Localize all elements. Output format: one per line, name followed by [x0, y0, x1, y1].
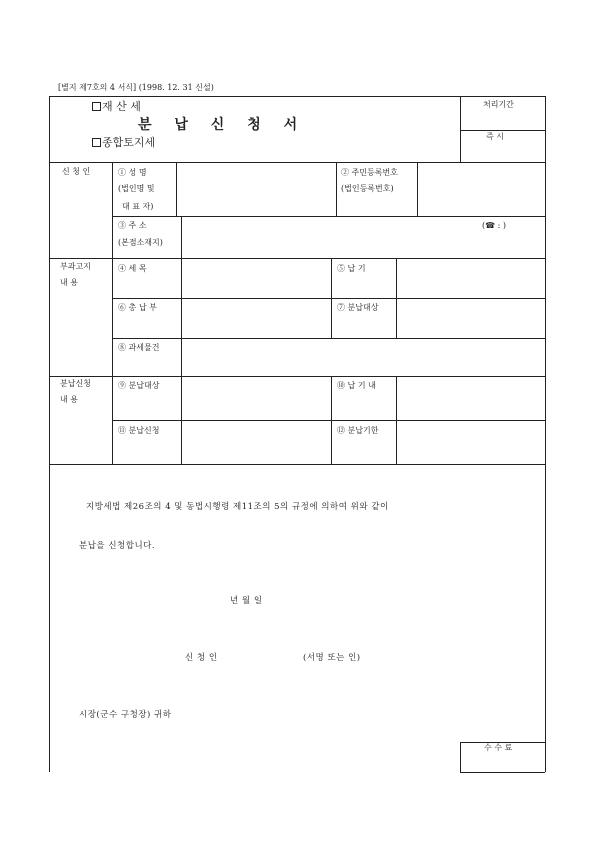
address-label: ③ 주 소	[118, 221, 147, 230]
applicant-row-divider	[112, 216, 545, 217]
signer-label: 신 청 인	[185, 653, 218, 663]
form-title: 분 납 신 청 서	[138, 117, 307, 133]
installment-deadline-label: ⑫ 분납기한	[337, 426, 379, 435]
installment-target-request-field[interactable]	[183, 378, 329, 418]
addr-label-divider	[181, 216, 182, 258]
phone-field-label: (☎ : )	[482, 221, 506, 230]
checkbox[interactable]	[92, 102, 101, 111]
signature-note: (서명 또는 인)	[303, 653, 361, 663]
addressee: 시장(군수 구청장) 귀하	[79, 710, 172, 720]
name-label-sub2: 대 표 자)	[122, 202, 154, 211]
processing-box-left	[460, 96, 461, 162]
installment-label-divider	[181, 376, 182, 464]
statement-line-1: 지방세법 제26조의 4 및 동법시행령 제11조의 5의 규정에 의하여 위와 같이	[86, 502, 389, 512]
installment-right-label-divider	[396, 376, 397, 464]
installment-section-label-sub: 내 용	[60, 395, 78, 404]
name-value-divider	[336, 162, 337, 216]
tax-row-divider-1	[112, 298, 545, 299]
due-date-label: ⑤ 납 기	[337, 264, 366, 273]
installment-mid-divider	[331, 376, 332, 464]
fee-box-left	[460, 742, 461, 772]
reg-label-divider	[417, 162, 418, 216]
taxable-object-field[interactable]	[183, 340, 543, 374]
name-label-sub: (법인명 및	[118, 184, 155, 193]
land-tax-option[interactable]: 종합토지세	[92, 137, 155, 148]
taxable-object-label: ⑧ 과세물건	[118, 343, 160, 352]
fee-field[interactable]	[462, 755, 544, 771]
processing-period-value: 즉 시	[486, 132, 504, 141]
installment-section-bottom	[49, 464, 545, 465]
installment-target-request-label: ⑨ 분납대상	[118, 381, 160, 390]
applicant-section-label: 신 청 인	[62, 167, 91, 176]
fee-label: 수 수 료	[484, 743, 513, 752]
property-tax-option[interactable]: 재 산 세	[92, 101, 141, 112]
applicant-section-bottom	[49, 258, 545, 259]
in-due-label: ⑩ 납 기 내	[337, 381, 376, 390]
label-column-divider	[112, 162, 113, 464]
in-due-field[interactable]	[398, 378, 543, 418]
processing-box-divider	[460, 130, 545, 131]
address-label-sub: (본점소재지)	[118, 238, 163, 247]
statement-line-2: 분납을 신청합니다.	[79, 541, 156, 551]
reg-number-field[interactable]	[419, 164, 543, 214]
form-number-note: [별지 제7호의 4 서식] (1998. 12. 31 신설)	[58, 83, 214, 92]
tax-label-divider	[181, 258, 182, 376]
date-line: 년 월 일	[230, 596, 263, 606]
installment-target-field[interactable]	[398, 300, 543, 336]
checkbox[interactable]	[92, 138, 101, 147]
tax-section-bottom	[49, 376, 545, 377]
due-date-field[interactable]	[398, 260, 543, 296]
frame-top	[49, 96, 545, 97]
installment-request-field[interactable]	[183, 422, 329, 462]
name-label-divider	[176, 162, 177, 216]
installment-deadline-field[interactable]	[398, 422, 543, 462]
installment-row-divider	[112, 420, 545, 421]
tax-item-field[interactable]	[183, 260, 329, 296]
tax-section-label-sub: 내 용	[60, 278, 78, 287]
reg-number-label-sub: (법인등록번호)	[341, 184, 394, 193]
name-label: ① 성 명	[118, 168, 147, 177]
installment-target-label: ⑦ 분납대상	[337, 303, 379, 312]
tax-right-label-divider	[396, 258, 397, 338]
frame-left	[49, 96, 50, 772]
total-payment-label: ⑥ 총 납 부	[118, 303, 157, 312]
frame-right	[545, 96, 546, 772]
name-field[interactable]	[178, 164, 334, 214]
tax-mid-divider	[331, 258, 332, 338]
total-payment-field[interactable]	[183, 300, 329, 336]
tax-row-divider-2	[112, 338, 545, 339]
fee-box-bottom	[460, 772, 545, 773]
installment-request-label: ⑪ 분납신청	[118, 426, 160, 435]
reg-number-label: ② 주민등록번호	[341, 168, 398, 177]
tax-section-label: 부과고지	[60, 262, 91, 271]
tax-item-label: ④ 세 목	[118, 264, 147, 273]
installment-section-label: 분납신청	[60, 379, 91, 388]
processing-period-label: 처리기간	[483, 100, 514, 109]
title-row-bottom	[49, 162, 545, 163]
